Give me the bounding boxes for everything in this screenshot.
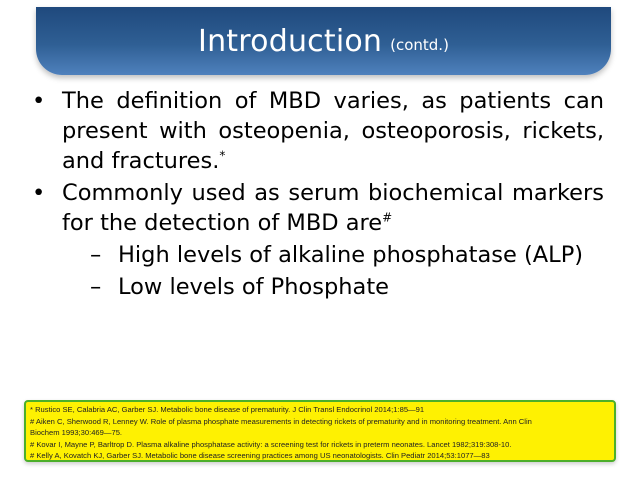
bullet-text: The definition of MBD varies, as patients can present with osteopenia, osteoporosis, rickets, and fractures. <box>62 88 604 174</box>
sub-bullet-item <box>32 272 604 302</box>
reference-line: # Aiken C, Sherwood R, Lenney W. Role of plasma phosphate measurements in detecting rickets of prematurity and in monitoring treatment. Ann Clin <box>30 416 532 426</box>
slide-title: Introduction <box>198 23 383 59</box>
bullet-item <box>32 86 604 176</box>
reference-line: Biochem 1993;30:469—75. <box>30 428 123 438</box>
sub-bullet-text: Low levels of Phosphate <box>118 274 389 300</box>
bullet-item <box>32 178 604 238</box>
sub-bullet-item <box>32 240 604 270</box>
reference-line: # Kelly A, Kovatch KJ, Garber SJ. Metabolic bone disease screening practices among US neonatologists. Clin Pediatr 2014;53:1077—83 <box>30 451 490 461</box>
bullet-marker: • <box>32 180 46 206</box>
slide-subtitle: (contd.) <box>390 36 449 54</box>
slide-content <box>32 86 604 304</box>
sub-bullet-marker: – <box>90 274 102 300</box>
footnote-marker: # <box>382 210 393 225</box>
title-bar <box>36 7 611 75</box>
reference-line: # Kovar I, Mayne P, Barltrop D. Plasma alkaline phosphatase activity: a screening test for rickets in preterm neonates. Lancet 1982;319:308-10. <box>30 439 512 449</box>
reference-line: * Rustico SE, Calabria AC, Garber SJ. Metabolic bone disease of prematurity. J Clin Transl Endocrinol 2014;1:85—91 <box>30 405 425 414</box>
footnote-marker: * <box>219 148 226 163</box>
sub-bullet-marker: – <box>90 242 102 268</box>
references-box <box>24 400 616 462</box>
bullet-marker: • <box>32 88 46 114</box>
sub-bullet-text: High levels of alkaline phosphatase (ALP) <box>118 242 584 268</box>
bullet-text: Commonly used as serum biochemical markers for the detection of MBD are <box>62 180 604 236</box>
